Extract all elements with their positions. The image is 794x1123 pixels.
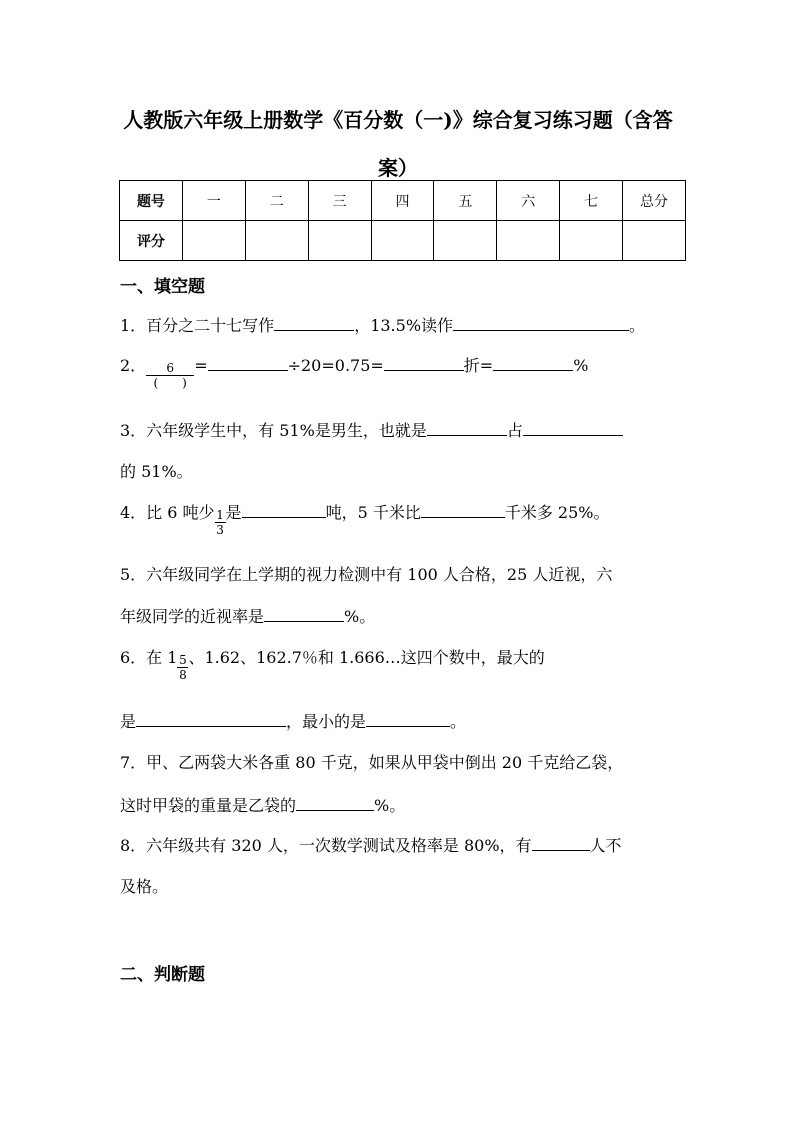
score-cell[interactable] [182, 221, 245, 261]
q5-text-b: %。 [344, 607, 376, 626]
answer-blank[interactable] [427, 419, 507, 436]
score-cell[interactable] [560, 221, 623, 261]
answer-blank[interactable] [242, 501, 326, 518]
q4-text-b: 是 [225, 503, 242, 522]
section-title-true-false: 二、判断题 [120, 965, 205, 985]
fraction-denominator[interactable]: ( ) [146, 375, 194, 390]
answer-blank[interactable] [366, 710, 450, 727]
fraction [215, 508, 226, 537]
question-5-line-2 [120, 605, 375, 628]
column-header: 总分 [623, 181, 686, 221]
fraction [146, 361, 194, 390]
answer-blank[interactable] [136, 710, 286, 727]
q6-text-b: 、1.62、162.7％和 1.666…这四个数中，最大的 [188, 648, 545, 667]
question-6 [120, 647, 545, 682]
q4-text-d: 千米多 25%。 [504, 503, 610, 522]
fraction-denominator: 8 [179, 668, 187, 682]
score-cell[interactable] [497, 221, 560, 261]
column-header: 五 [434, 181, 497, 221]
answer-blank[interactable] [208, 354, 288, 371]
q7-text-a: 这时甲袋的重量是乙袋的 [120, 796, 297, 815]
fraction-denominator: 3 [216, 523, 224, 537]
column-header: 二 [245, 181, 308, 221]
score-cell[interactable] [308, 221, 371, 261]
fraction [177, 653, 188, 682]
score-table-score-row [120, 221, 686, 261]
q1-text-b: ，13.5%读作 [354, 316, 454, 335]
score-cell[interactable] [371, 221, 434, 261]
q2-text-d: % [573, 356, 589, 375]
score-table [119, 180, 686, 261]
title-line-2: 案） [378, 156, 418, 180]
q1-text-c: 。 [629, 316, 646, 335]
header-label-cell: 题号 [120, 181, 183, 221]
answer-blank[interactable] [296, 794, 374, 811]
q6-text-a: 6．在 1 [120, 648, 178, 667]
q2-text-b: ÷20=0.75= [287, 356, 384, 375]
question-4 [120, 501, 610, 537]
question-6-line-2 [120, 710, 466, 733]
q4-text-a: 4．比 6 吨少 [120, 503, 215, 522]
q7-text-b: %。 [374, 796, 406, 815]
answer-blank[interactable] [532, 834, 590, 851]
column-header: 三 [308, 181, 371, 221]
q8-text-a: 8．六年级共有 320 人，一次数学测试及格率是 80%，有 [120, 836, 532, 855]
q3-text-a: 3．六年级学生中，有 51%是男生，也就是 [120, 421, 427, 440]
answer-blank[interactable] [523, 419, 623, 436]
page-title [108, 96, 688, 192]
fraction-numerator: 1 [216, 508, 224, 522]
q1-text-a: 1．百分之二十七写作 [120, 316, 275, 335]
column-header: 七 [560, 181, 623, 221]
answer-blank[interactable] [384, 354, 464, 371]
q4-text-c: 吨，5 千米比 [325, 503, 421, 522]
question-8-line-2: 及格。 [120, 877, 169, 896]
question-5: 5．六年级同学在上学期的视力检测中有 100 人合格，25 人近视，六 [120, 565, 613, 584]
section-title-fill-in: 一、填空题 [120, 277, 205, 297]
score-cell[interactable] [434, 221, 497, 261]
score-cell[interactable] [623, 221, 686, 261]
score-cell[interactable] [245, 221, 308, 261]
q2-text-a: = [194, 356, 208, 375]
fraction-numerator: 5 [179, 653, 187, 667]
score-table-header-row [120, 181, 686, 221]
answer-blank[interactable] [493, 354, 573, 371]
score-label-cell: 评分 [120, 221, 183, 261]
question-3-line-2: 的 51%。 [120, 462, 193, 481]
column-header: 六 [497, 181, 560, 221]
q6-text-d: ，最小的是 [286, 712, 367, 731]
column-header: 一 [182, 181, 245, 221]
q2-label: 2． [120, 356, 147, 375]
question-7-line-2 [120, 794, 405, 817]
answer-blank[interactable] [274, 314, 354, 331]
answer-blank[interactable] [421, 501, 505, 518]
answer-blank[interactable] [453, 314, 629, 331]
q3-text-b: 占 [506, 421, 523, 440]
column-header: 四 [371, 181, 434, 221]
question-7: 7．甲、乙两袋大米各重 80 千克，如果从甲袋中倒出 20 千克给乙袋， [120, 753, 624, 772]
q6-text-e: 。 [450, 712, 467, 731]
q6-text-c: 是 [120, 712, 137, 731]
question-1 [120, 314, 645, 337]
answer-blank[interactable] [264, 605, 344, 622]
q5-text-a: 年级同学的近视率是 [120, 607, 265, 626]
fraction-numerator: 6 [166, 361, 174, 375]
question-2 [120, 354, 588, 390]
title-line-1: 人教版六年级上册数学《百分数（一)》综合复习练习题（含答 [123, 108, 673, 132]
q2-text-c: 折= [463, 356, 494, 375]
question-8 [120, 834, 622, 857]
q8-text-b: 人不 [589, 836, 622, 855]
question-3 [120, 419, 623, 442]
